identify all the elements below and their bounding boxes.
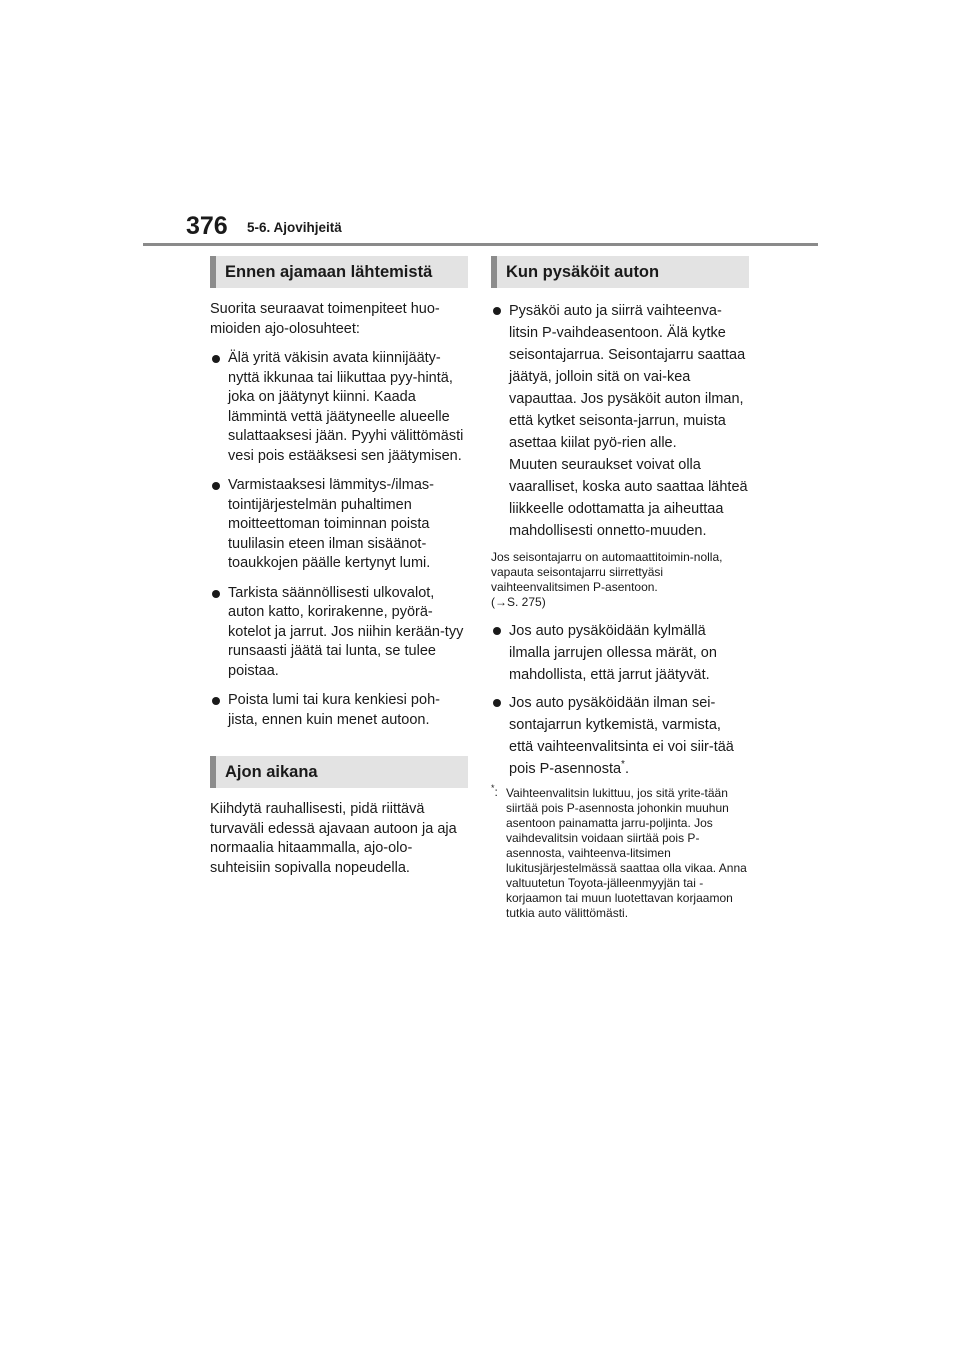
bullet-icon	[212, 590, 220, 598]
list-item: Pysäköi auto ja siirrä vaihteenva-litsin P-vaihdeasentoon. Älä kytke seisontajarrua. Seisontajarru saattaa jäätyä, jolloin sitä on vai-kea vapauttaa. Jos pysäköit auton ilman, että kytket seisonta-jarrun, muista asettaa kiilat pyö-rien alle. Muuten seuraukset voivat olla vaaralliset, koska auto saattaa lähteä liikkeelle odottamatta ja aiheuttaa mahdollisesti onnetto-muuden.	[491, 300, 749, 542]
right-column	[491, 256, 749, 921]
list-item: Jos auto pysäköidään kylmällä ilmalla jarrujen ollessa märät, on mahdollista, että jarrut jäätyvät.	[491, 620, 749, 686]
header-divider	[143, 243, 818, 246]
list-item: Tarkista säännöllisesti ulkovalot, auton katto, korirakenne, pyörä-kotelot ja jarrut. Jos niihin kerään-tyy runsaasti jäätä tai lunta, se tulee poistaa.	[210, 584, 468, 682]
bullet-icon	[493, 699, 501, 707]
heading-before-driving: Ennen ajamaan lähtemistä	[210, 256, 468, 288]
bullet-icon	[212, 355, 220, 363]
parking-list-2	[491, 620, 749, 780]
footnote-marker: *	[621, 759, 625, 771]
left-column	[210, 256, 468, 888]
page-number: 376	[186, 212, 228, 240]
footnote: *: Vaihteenvalitsin lukittuu, jos sitä yrite-tään siirtää pois P-asennosta johonkin muuhun asentoon painamatta jarru-poljinta. Jos vaihdevalitsin voidaan siirtää pois P-asennosta, vaihteenva-litsimen lukitusjärjestelmässä saattaa olla vikaa. Anna valtuutetun Toyota-jälleenmyyjän tai -korjaamon tai muun luotettavan korjaamon tutkia auto välittömästi.	[491, 783, 747, 920]
list-item: Varmistaaksesi lämmitys-/ilmas-tointijärjestelmän puhaltimen moitteettoman toiminnan poista tuulilasin eteen ilman sisäänot-toaukkojen päälle kertynyt lumi.	[210, 476, 468, 574]
bullet-icon	[493, 307, 501, 315]
heading-when-parking: Kun pysäköit auton	[491, 256, 749, 288]
before-driving-list	[210, 349, 468, 730]
list-item: Jos auto pysäköidään ilman sei-sontajarrun kytkemistä, varmista, että vaihteenvalitsinta ei voi siir-tää pois P-asennosta*.	[491, 692, 749, 780]
bullet-icon	[493, 627, 501, 635]
bullet-icon	[212, 482, 220, 490]
parking-list-1	[491, 300, 749, 542]
heading-while-driving: Ajon aikana	[210, 756, 468, 788]
page-reference-link[interactable]: (→S. 275)	[491, 595, 546, 609]
list-item: Älä yritä väkisin avata kiinnijääty-nyttä ikkunaa tai liikuttaa pyy-hintä, joka on jäätynyt kiinni. Kaada lämmintä vettä jäätyneelle alueelle sulattaaksesi jään. Pyyhi välittömästi vesi pois estääksesi sen jäätymisen.	[210, 349, 468, 466]
list-item: Poista lumi tai kura kenkiesi poh-jista, ennen kuin menet autoon.	[210, 691, 468, 730]
bullet-icon	[212, 697, 220, 705]
parking-brake-note: Jos seisontajarru on automaattitoimin-nolla, vapauta seisontajarru siirrettyäsi vaihteenvalitsimen P-asentoon. (→S. 275)	[491, 550, 723, 609]
driving-text: Kiihdytä rauhallisesti, pidä riittävä turvaväli edessä ajavaan autoon ja aja normaalia hitaammalla, ajo-olo-suhteisiin sopivalla nopeudella.	[210, 801, 457, 876]
section-title: 5-6. Ajovihjeitä	[247, 220, 342, 235]
intro-text: Suorita seuraavat toimenpiteet huo-mioiden ajo-olosuhteet:	[210, 301, 440, 337]
